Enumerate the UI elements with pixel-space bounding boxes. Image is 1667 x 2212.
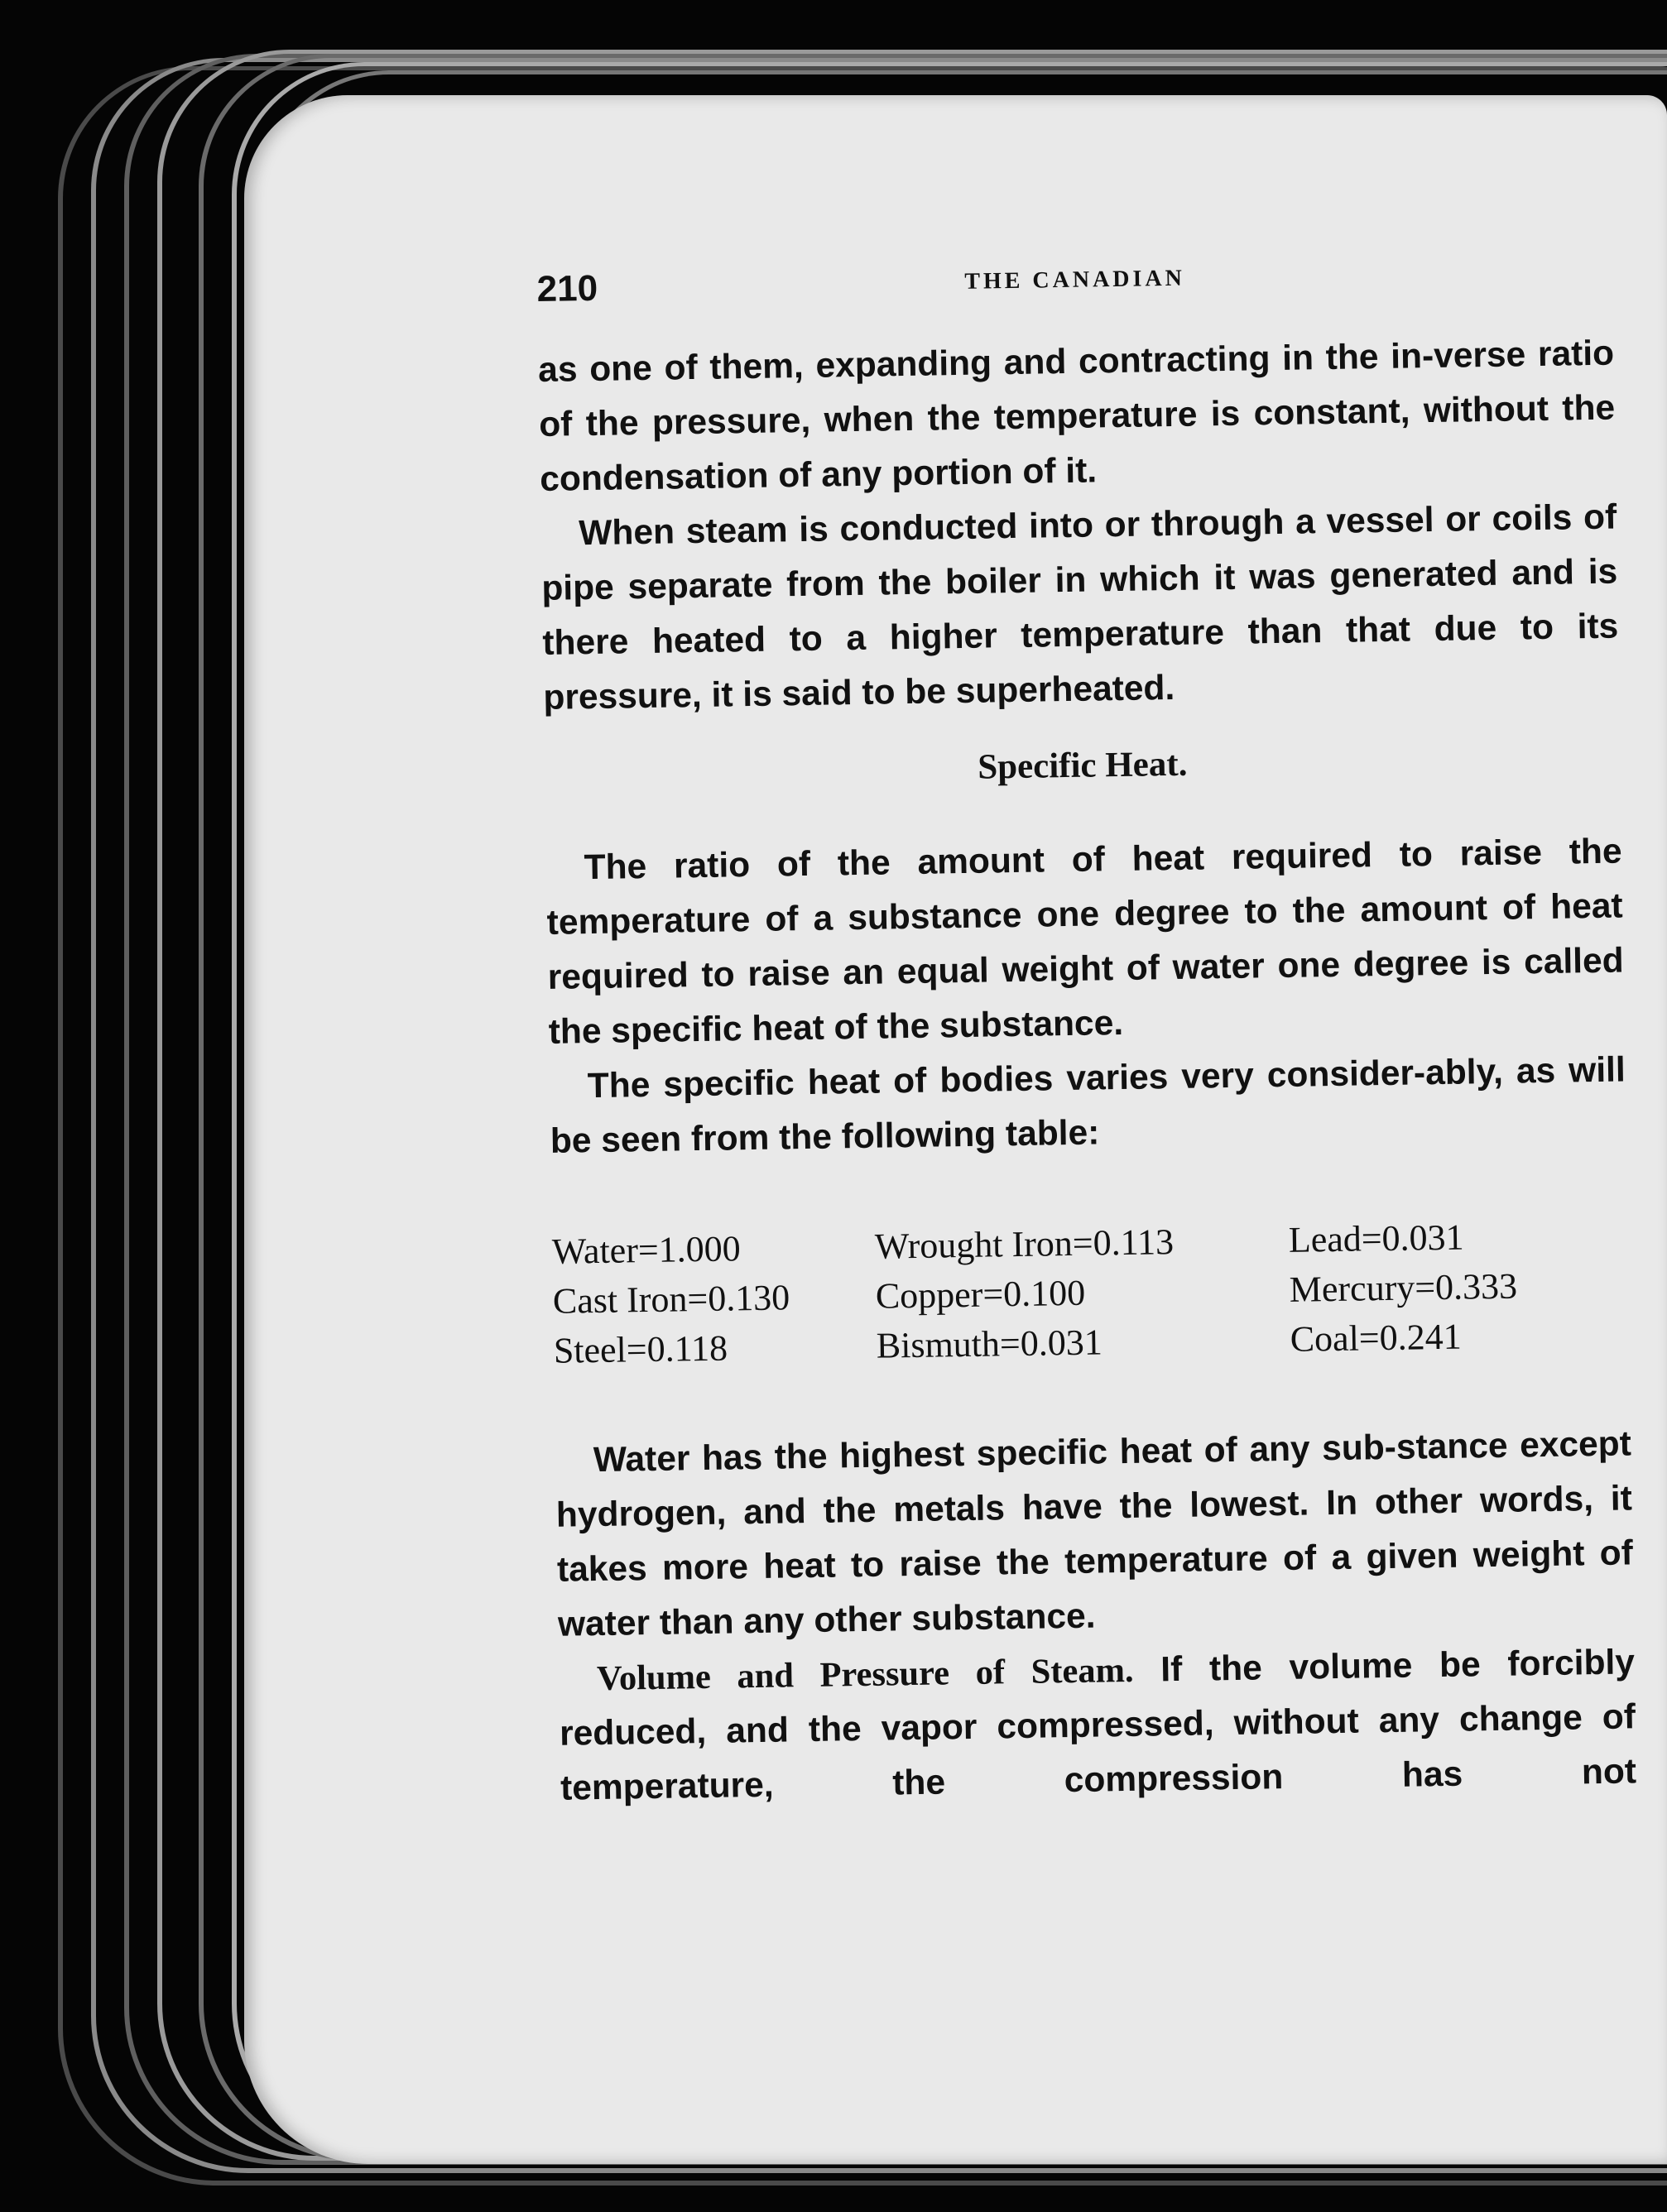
table-cell: Lead=0.031	[1288, 1216, 1464, 1260]
section-heading: Specific Heat.	[977, 744, 1188, 787]
table-cell: Wrought Iron=0.113	[874, 1221, 1175, 1267]
table-cell: Coal=0.241	[1290, 1316, 1463, 1360]
paragraph: Water has the highest specific heat of any sub-stance except hydrogen, and the metals have the lowest. In other words, it takes more heat to raise the temperature of a given weight of water than any other substance.	[555, 1424, 1634, 1644]
specific-heat-table	[551, 1210, 1638, 1376]
paragraph: as one of them, expanding and contracting in the in-verse ratio of the pressure, when the temperature is constant, without the condensation of any portion of it.	[537, 333, 1616, 499]
table-cell: Cast Iron=0.130	[552, 1277, 790, 1322]
table-cell: Mercury=0.333	[1289, 1265, 1518, 1310]
page-number: 210	[536, 267, 598, 309]
page-header	[536, 252, 1613, 319]
paragraph: When steam is conducted into or through a vessel or coils of pipe separate from the boiler in which it was generated and is there heated to a higher temperature than that due to its pressure, it is said to be superheated.	[541, 497, 1619, 717]
table-cell: Bismuth=0.031	[876, 1322, 1103, 1366]
body-text	[538, 327, 1637, 1816]
table-cell: Steel=0.118	[553, 1327, 728, 1371]
paragraph-text: If the volume be forcibly reduced, and the vapor compressed, without any change of temperature, the compression has not	[559, 1643, 1637, 1808]
paragraph	[559, 1635, 1637, 1816]
running-head: THE CANADIAN	[964, 265, 1186, 295]
table-cell: Copper=0.100	[875, 1272, 1086, 1317]
book-page	[244, 95, 1667, 2164]
run-in-heading: Volume and Pressure of Steam.	[596, 1650, 1134, 1699]
table-cell: Water=1.000	[551, 1228, 742, 1272]
paragraph: The specific heat of bodies varies very consider-ably, as will be seen from the following table:	[550, 1050, 1626, 1161]
paragraph: The ratio of the amount of heat required to raise the temperature of a substance one degree to the amount of heat required to raise an equal weight of water one degree is called the specific heat of the substance.	[546, 832, 1624, 1052]
